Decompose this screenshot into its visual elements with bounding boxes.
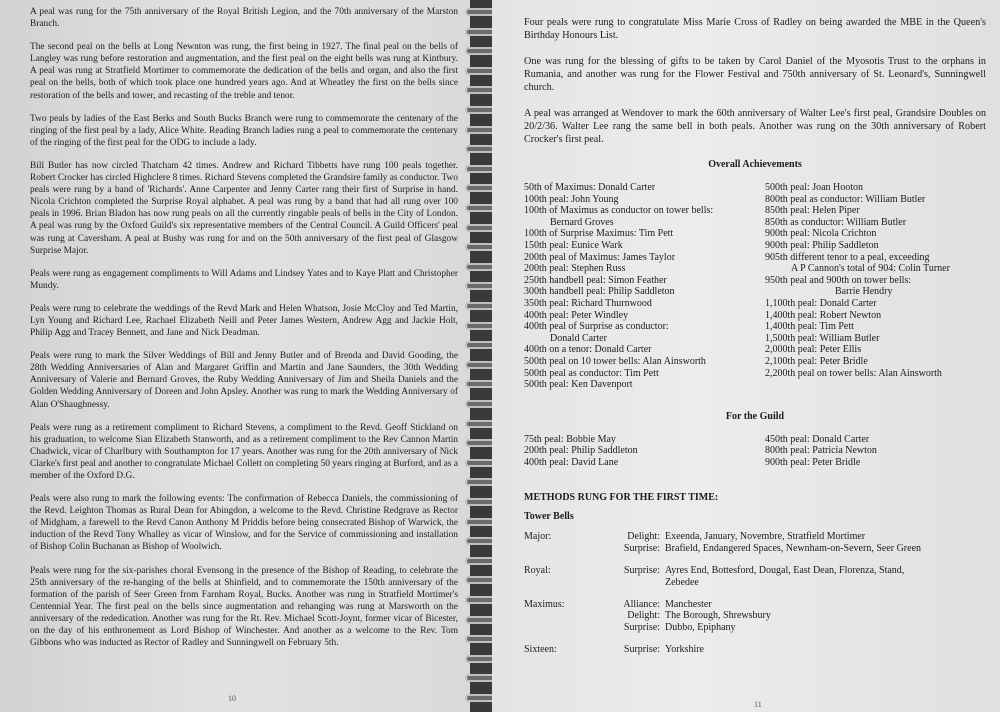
right-intro-3: A peal was arranged at Wendover to mark the 60th anniversary of Walter Lee's first peal, Grandsire Doubles on 20/2/36. Walter Lee rang the same bell in both peals. Another was rung on the 30th anniversary of Robert Crocker's first peal. <box>524 108 986 145</box>
achievements-left-column <box>524 182 745 391</box>
method-type: Surprise: <box>623 543 660 555</box>
method-category: Major: <box>524 531 552 543</box>
achievement-item: 500th peal: Ken Davenport <box>524 379 633 391</box>
method-type: Surprise: <box>623 565 660 577</box>
guild-list <box>524 434 986 469</box>
achievements-list <box>524 182 986 391</box>
left-paragraph-5: Peals were rung as engagement compliments to Will Adams and Lindsey Yates and to Kaye Platt and Christopher Mundy. <box>30 268 458 291</box>
method-category: Sixteen: <box>524 644 557 656</box>
achievement-item: 900th peal: Philip Saddleton <box>765 239 879 251</box>
achievement-item: 950th peal and 900th on tower bells: <box>765 274 912 286</box>
method-type: Delight: <box>627 531 660 543</box>
method-group-royal <box>524 565 986 589</box>
achievement-item: 1,100th peal: Donald Carter <box>765 297 877 309</box>
left-paragraph-9: Peals were also rung to mark the following events: The confirmation of Rebecca Daniels, the commissioning of the Revd. Leighton Thomas as Rural Dean for Abingdon, a welcome to the Revd. Christine Redgrave as Rector of Midgham, a farewell to the Revd Canon Anthony M Priddis before being consecrated Bishop of Warwick, the induction of the Revd Tony Whalley as vicar of Winslow, and for the Service of commissioning and installation of Bishop Colin Buchanan as Bishop of Woolwich. <box>30 494 458 553</box>
achievement-item: 100th peal: John Young <box>524 193 619 205</box>
method-group-sixteen <box>524 644 986 656</box>
guild-right-column <box>745 434 986 469</box>
achievement-item: 50th of Maximus: Donald Carter <box>524 182 656 193</box>
method-names: The Borough, Shrewsbury <box>665 610 771 622</box>
achievement-item: 850th peal: Helen Piper <box>765 205 860 217</box>
left-paragraph-8: Peals were rung as a retirement compliment to Richard Stevens, a compliment to the Revd. Geoff Stickland on his graduation, to welcome Sian Elizabeth Stanworth, and as a retirement compliment to the Rev Cannon Martin Chadwick, vicar of Charlbury with Southampton for 17 years. Another was rung for the 20th anniversary of Nick Clarke's first peal and another to congratulate Michael Collett on completing 50 years ringing at Burford, and as a member of the Oxford D.G. <box>30 422 458 481</box>
achievement-item: 1,500th peal: William Butler <box>765 332 880 344</box>
achievement-item: 800th peal as conductor: William Butler <box>765 193 926 205</box>
method-names: Ayres End, Bottesford, Dougal, East Dean, Florenza, Stand, <box>665 565 905 577</box>
right-page <box>492 0 1000 712</box>
guild-item: 800th peal: Patricia Newton <box>765 445 877 457</box>
left-paragraph-7: Peals were rung to mark the Silver Weddings of Bill and Jenny Butler and of Brenda and David Gooding, the 28th Wedding Anniversaries of Alan and Margaret Griffin and Martin and Jane Saunders, the 30th Wedding Anniversary of Valerie and Bernard Groves, the Ruby Wedding Anniversary of Jim and Sheila Daniels and the Golden Wedding Anniversary of Doreen and John Apsley. Another was rung to mark the Wedding Anniversary of Alan O'Shaughnessy. <box>30 351 458 410</box>
achievement-item: 400th peal: Peter Windley <box>524 309 629 321</box>
left-page <box>0 0 470 712</box>
achievement-item: 500th peal: Joan Hooton <box>765 182 864 193</box>
method-type: Surprise: <box>623 644 660 656</box>
achievement-item: 2,000th peal: Peter Ellis <box>765 344 862 356</box>
left-paragraph-1: A peal was rung for the 75th anniversary of the Royal British Legion, and the 70th anniversary of the Marston Branch. <box>30 7 458 30</box>
method-names: Zebedee <box>665 576 699 588</box>
guild-item: 400th peal: David Lane <box>524 456 619 468</box>
method-group-maximus <box>524 599 986 634</box>
achievement-item: 300th handbell peal: Philip Saddleton <box>524 286 675 298</box>
achievement-item: Donald Carter <box>550 332 607 344</box>
achievement-item: 200th peal of Maximus: James Taylor <box>524 251 676 263</box>
achievement-item: Barrie Hendry <box>835 286 893 298</box>
achievement-item: 400th peal of Surprise as conductor: <box>524 321 669 333</box>
achievement-item: 900th peal: Nicola Crichton <box>765 228 877 240</box>
guild-item: 75th peal: Bobbie May <box>524 433 616 445</box>
guild-item: 450th peal: Donald Carter <box>765 433 870 445</box>
achievement-item: 2,100th peal: Peter Bridle <box>765 355 868 367</box>
left-paragraph-2: The second peal on the bells at Long Newnton was rung, the first being in 1927. The final peal on the bells of Langley was rung before restoration and augmentation, and the first peal on the eight bells was rung at Kintbury. A peal was rung at Stratfield Mortimer to commemorate the dedication of the bells and organ, and also the first peal on the bells, both of which took place one hundred years ago. And at Wheatley the first on the bells since restoration of the bells and tower, and recasting of the treble and tenor. <box>30 42 458 101</box>
spiral-binding <box>470 0 492 712</box>
guild-heading: For the Guild <box>725 410 785 422</box>
left-paragraph-6: Peals were rung to celebrate the weddings of the Revd Mark and Helen Whatson, Josie McCloy and Ted Martin, Lyn Young and Richard Lee, Rachael Elizabeth Neill and Peter James Western, Andrew Agg and Jackie Holt, Philip Agg and Tracey Bennett, and Jane and Nick Deadman. <box>30 303 458 339</box>
method-names: Brafield, Endangered Spaces, Newnham-on-Severn, Seer Green <box>665 543 922 555</box>
right-page-number: 11 <box>754 700 762 709</box>
guild-item: 900th peal: Peter Bridle <box>765 456 861 468</box>
achievement-item: 200th peal: Stephen Russ <box>524 263 626 275</box>
method-type: Delight: <box>627 610 660 622</box>
right-intro-2: One was rung for the blessing of gifts to be taken by Carol Daniel of the Myosotis Trust to the orphans in Rumania, and another was rung for the Flower Festival and 750th anniversary of St. Leonard's, Sunningwell church. <box>524 56 986 93</box>
achievement-item: 250th handbell peal: Simon Feather <box>524 274 667 286</box>
achievement-item: Bernard Groves <box>550 216 614 228</box>
method-type <box>612 577 665 589</box>
method-type: Alliance: <box>623 598 660 610</box>
achievement-item: 350th peal: Richard Thurnwood <box>524 297 652 309</box>
achievement-item: 100th of Maximus as conductor on tower bells: <box>524 205 714 217</box>
method-names: Dubbo, Epiphany <box>665 622 736 634</box>
method-type: Surprise: <box>623 622 660 634</box>
left-paragraph-3: Two peals by ladies of the East Berks and South Bucks Branch were rung to commemorate the centenary of the ringing of the first peal by a lady, Alice White. Reading Branch ladies rung a peal to commemorate the centenary of the ringing of the first peal for the ODG to include a lady. <box>30 113 458 148</box>
method-category: Maximus: <box>524 598 565 610</box>
tower-bells-heading: Tower Bells <box>524 511 574 523</box>
achievement-item: A P Cannon's total of 904: Colin Turner <box>791 263 950 275</box>
achievement-item: 150th peal: Eunice Wark <box>524 239 623 251</box>
achievement-item: 2,200th peal on tower bells: Alan Ainsworth <box>765 367 942 379</box>
achievement-item: 1,400th peal: Tim Pett <box>765 321 854 333</box>
methods-heading: METHODS RUNG FOR THE FIRST TIME: <box>524 492 719 504</box>
left-paragraph-4: Bill Butler has now circled Thatcham 42 times. Andrew and Richard Tibbetts have rung 100 peals together. Robert Crocker has circled Highclere 8 times. Richard Stevens completed the Grandsire family as conductor. Two peals were rung by a band of 'Richards'. Anne Carpenter and Jenny Carter rang their first of Surprise in hand. Nicola Crichton completed the Surprise Royal alphabet. A peal was rung by a band that had all rung over 100 peals in 1996. Brian Bladon has now rung peals on all the currently ringable peals of bells in the City of London. A peal was rung by the Oxford Guild's six representative members of the Central Council. A Guild Officers' peal was rung at Caversham. A peal at Bushy was rung for and on the 50th anniversary of the first peal of Glasgow Surprise Major. <box>30 160 458 256</box>
guild-left-column <box>524 434 745 469</box>
achievement-item: 1,400th peal: Robert Newton <box>765 309 882 321</box>
achievement-item: 500th peal on 10 tower bells: Alan Ainsworth <box>524 355 706 367</box>
achievement-item: 500th peal as conductor: Tim Pett <box>524 367 659 379</box>
achievement-item: 400th on a tenor: Donald Carter <box>524 344 652 356</box>
achievement-item: 850th as conductor: William Butler <box>765 216 907 228</box>
achievement-item: 100th of Surprise Maximus: Tim Pett <box>524 228 674 240</box>
method-names: Manchester <box>665 598 712 610</box>
method-names: Exeenda, January, Novembre, Stratfield Mortimer <box>665 531 866 543</box>
right-intro-1: Four peals were rung to congratulate Miss Marie Cross of Radley on being awarded the MBE in the Queen's Birthday Honours List. <box>524 17 986 41</box>
guild-item: 200th peal: Philip Saddleton <box>524 445 638 457</box>
method-names: Yorkshire <box>665 644 704 656</box>
achievement-item: 905th different tenor to a peal, exceeding <box>765 251 930 263</box>
left-paragraph-10: Peals were rung for the six-parishes choral Evensong in the presence of the Bishop of Reading, to celebrate the 25th anniversary of the re-hanging of the bells at Shinfield, and to commemorate the 150th anniversary of the formation of the parish of Seer Green from Farnham Royal, Bucks. Another was rung in Stratfield Mortimer's Centennial Year. The first peal on the bells since augmentation and rehanging was rung at Marsworth on the anniversary of the rededication. Another was rung for the Rt. Rev. Michael Scott-Joynt, former vicar of Bicester, on the day of his enthronement as Lord Bishop of Winchester. And another as a welcome to the Rev. Tom Gibbons who was inducted as Rector of Radley and Sunningwell on February 5th. <box>30 565 458 649</box>
achievements-right-column <box>745 182 986 391</box>
left-page-number: 10 <box>228 694 236 703</box>
achievements-heading: Overall Achievements <box>708 159 802 170</box>
method-category: Royal: <box>524 565 551 577</box>
method-group-major <box>524 531 986 555</box>
